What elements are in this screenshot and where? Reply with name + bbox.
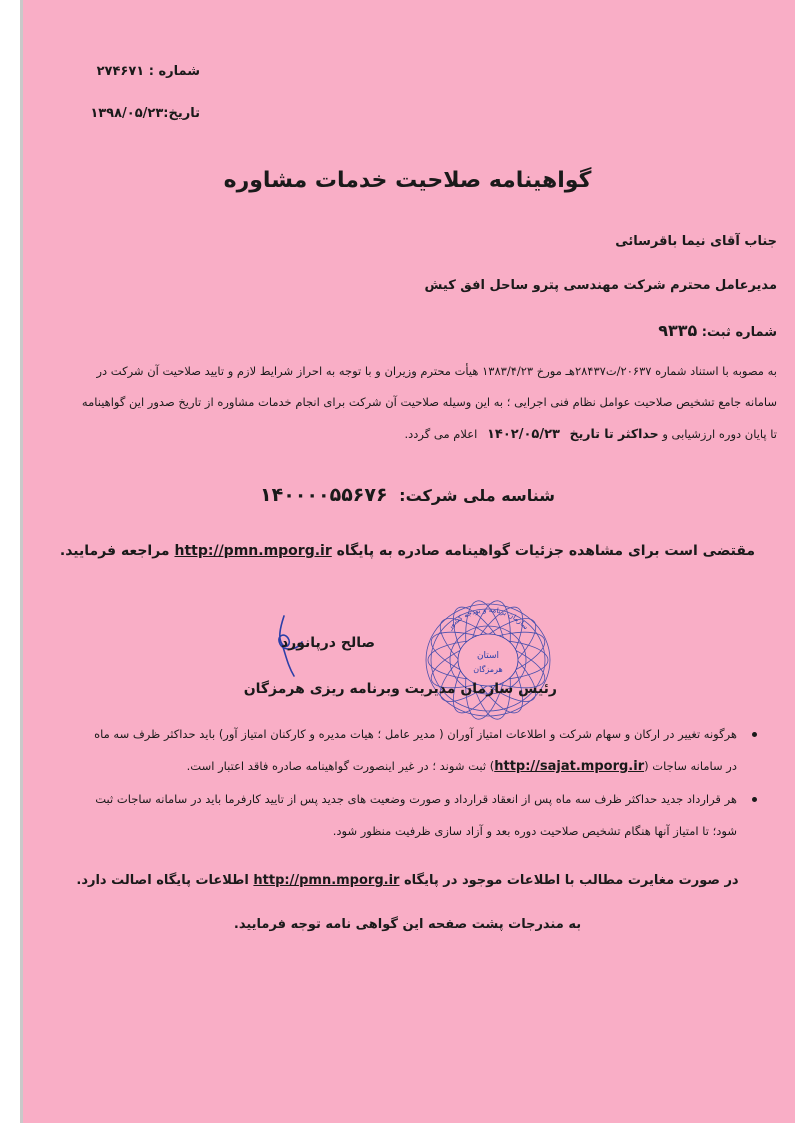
national-id: [20, 484, 795, 506]
bullet-icon: [752, 732, 757, 737]
svg-text:سازمان برنامه و بودجه کشور: [445, 606, 530, 632]
body-deadline-label: حداکثر تا تاریخ: [569, 426, 659, 441]
reference-link[interactable]: http://pmn.mporg.ir: [174, 543, 332, 559]
certificate-title: گواهینامه صلاحیت خدمات مشاوره: [223, 168, 592, 193]
registration-label: شماره ثبت:: [701, 325, 777, 340]
body-line-3-end: اعلام می گردد.: [404, 427, 478, 441]
note-1-text-before: در سامانه ساجات (: [644, 759, 737, 773]
reference-text-before: مقتضی است برای مشاهده جزئیات گواهینامه صادره به پایگاه: [336, 543, 756, 559]
sajat-link[interactable]: http://sajat.mporg.ir: [494, 759, 645, 774]
seal-center-text-2: هرمزگان: [473, 665, 503, 674]
reference-line: [20, 543, 795, 559]
body-paragraph: [38, 356, 777, 450]
registration-number: [658, 321, 777, 340]
footer-link[interactable]: http://pmn.mporg.ir: [253, 873, 400, 888]
notes-list: [42, 718, 757, 847]
seal-ring-text: سازمان برنامه و بودجه کشور: [446, 605, 530, 632]
addressee-company: مدیرعامل محترم شرکت مهندسی پترو ساحل افق کیش: [424, 278, 777, 293]
signatory-name: صالح درپانورد: [280, 635, 375, 651]
note-1-line-2: [42, 750, 737, 783]
body-line-1: به مصوبه با استناد شماره ۲۰۶۳۷/ت۲۸۴۳۷هـ مورخ ۱۳۸۳/۴/۲۳ هیأت محترم وزیران و با توجه به احراز شرایط لازم و تایید صلاحیت آن شرکت در: [96, 364, 777, 378]
letter-date-value: ۱۳۹۸/۰۵/۲۳: [90, 106, 164, 121]
letter-number-value: ۲۷۴۶۷۱: [96, 64, 145, 79]
note-2-line-1: هر قرارداد جدید حداکثر ظرف سه ماه پس از انعقاد قرارداد و صورت وضعیت های جدید پس از تایید کارفرما باید در سامانه ساجات ثبت: [95, 792, 737, 806]
body-line-3-start: تا پایان دوره ارزشیابی و: [662, 427, 777, 441]
letter-number: [97, 64, 200, 79]
footer-text-before: در صورت مغایرت مطالب با اطلاعات موجود در پایگاه: [403, 873, 739, 888]
note-item: [42, 718, 757, 783]
bullet-icon: [752, 797, 757, 802]
body-deadline-date: ۱۴۰۲/۰۵/۲۳: [486, 427, 560, 442]
national-id-label: شناسه ملی شرکت:: [399, 486, 555, 505]
note-2-line-2: شود؛ تا امتیاز آنها هنگام تشخیص صلاحیت دوره بعد و آزاد سازی ظرفیت منظور شود.: [332, 824, 737, 838]
note-item: [42, 783, 757, 847]
official-seal: [418, 598, 558, 723]
letter-date: [90, 106, 200, 121]
footer-backside-note: به مندرجات پشت صفحه این گواهی نامه توجه فرمایید.: [233, 917, 582, 932]
note-1-text-after: ) ثبت شوند ؛ در غیر اینصورت گواهینامه صادره فاقد اعتبار است.: [186, 759, 495, 773]
signatory-position: رئیس سازمان مدیریت وبرنامه ریزی هرمزگان: [243, 681, 557, 697]
letter-number-label: شماره :: [148, 64, 200, 79]
body-line-2: سامانه جامع تشخیص صلاحیت عوامل نظام فنی اجرایی ؛ به این وسیله صلاحیت آن شرکت برای انجام خدمات مشاوره از تاریخ صدور این گواهینامه: [81, 395, 777, 409]
addressee-name: جناب آقای نیما باقرسائی: [615, 234, 777, 249]
letter-date-label: تاریخ:: [163, 106, 200, 121]
body-line-3: [38, 418, 777, 450]
national-id-value: ۱۴۰۰۰۰۵۵۶۷۶: [260, 484, 388, 506]
seal-center-text-1: استان: [476, 651, 500, 661]
note-1-line-1: هرگونه تغییر در ارکان و سهام شرکت و اطلاعات امتیاز آوران ( مدیر عامل ؛ هیات مدیره و کارکنان امتیاز آور) باید حداکثر ظرف سه ماه: [94, 727, 737, 741]
registration-value: ۹۳۳۵: [658, 321, 698, 340]
certificate-page: [20, 0, 795, 1123]
reference-text-after: مراجعه فرمایید.: [59, 543, 170, 559]
footer-text-after: اطلاعات پایگاه اصالت دارد.: [76, 873, 249, 888]
footer-authenticity: [20, 873, 795, 888]
